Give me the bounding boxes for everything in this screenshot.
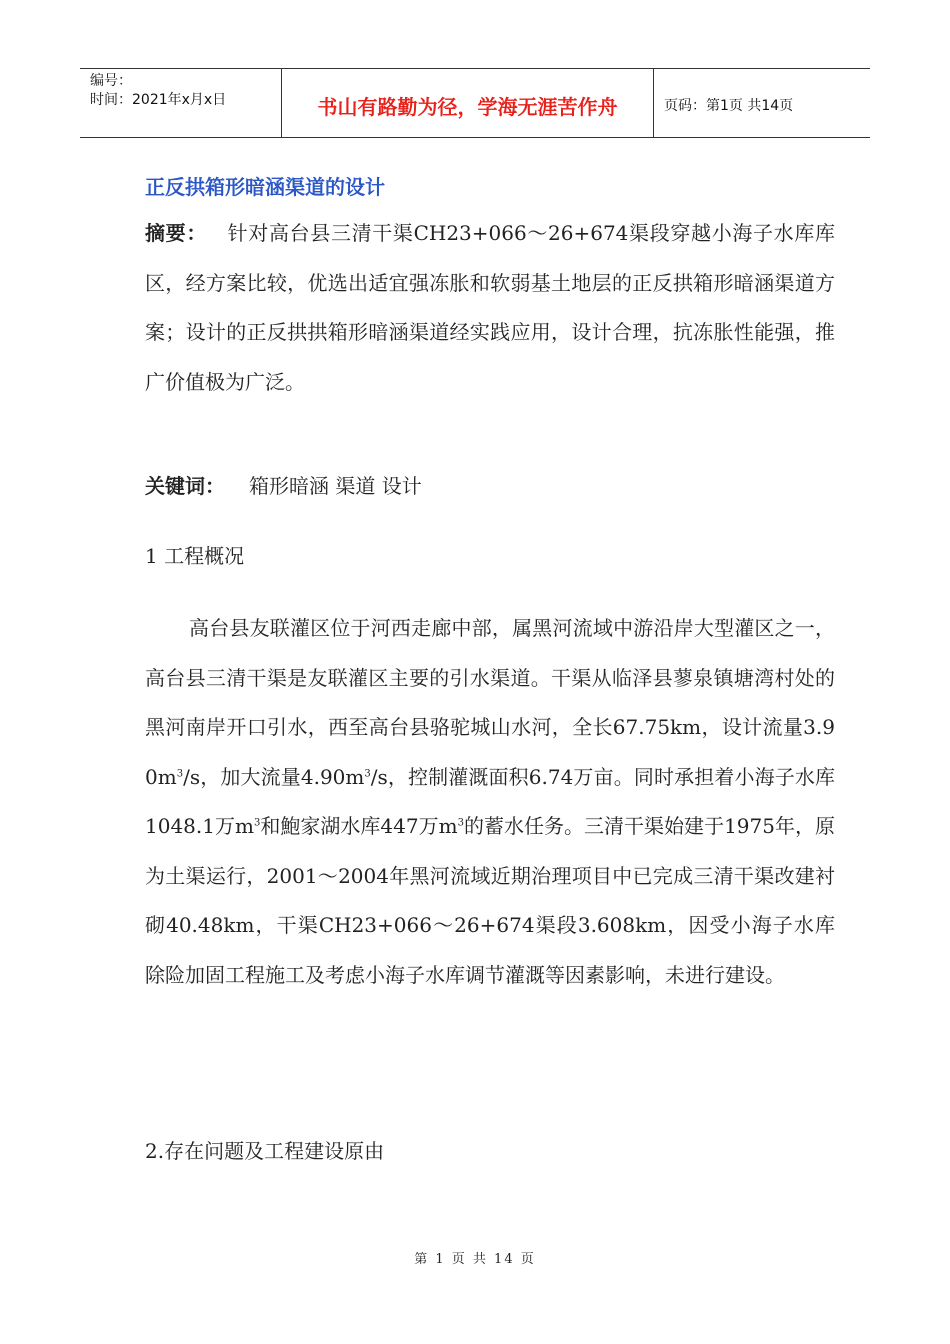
keywords-label: 关键词： xyxy=(145,474,225,498)
document-title: 正反拱箱形暗涵渠道的设计 xyxy=(145,175,385,199)
header-motto: 书山有路勤为径，学海无涯苦作舟 xyxy=(282,69,654,137)
section-heading-2: 2.存在问题及工程建设原由 xyxy=(145,1139,385,1163)
page-footer: 第 1 页 共 14 页 xyxy=(414,1252,536,1267)
abstract xyxy=(145,209,835,407)
header-page-info: 页码：第1页 共14页 xyxy=(664,98,794,114)
superscript: 3 xyxy=(364,767,371,779)
header-meta xyxy=(80,69,282,137)
superscript: 3 xyxy=(457,817,464,829)
superscript: 3 xyxy=(176,767,184,779)
section-heading-1: 1 工程概况 xyxy=(145,544,245,568)
abstract-label: 摘要： xyxy=(145,221,207,245)
section-1-paragraph: 高台县友联灌区位于河西走廊中部，属黑河流域中游沿岸大型灌区之一，高台县三清干渠是友联灌区主要的引水渠道。干渠从临泽县蓼泉镇塘湾村处的黑河南岸开口引水，西至高台县骆驼城山水河，全长67.75km，设计流量$3.90m^3/s$，加大流量$4.90m^3/s$，控制灌溉面积6.74万亩。同时承担着小海子水库1048.1万$m^3$和鮑家湖水库447万$m^3$的蓄水任务。三清干渠始建于1975年，原为土渠运行，2001～2004年黑河流域近期治理项目中已完成三清干渠改建衬砌40.48km，干渠CH23+066～26+674渠段3.608km，因受小海子水库除险加固工程施工及考虑小海子水库调节灌溉等因素影响，未进行建设。 xyxy=(145,616,836,987)
keywords-text: 箱形暗涵 渠道 设计 xyxy=(249,474,422,498)
page-header xyxy=(80,68,870,138)
abstract-text: 针对高台县三清干渠CH23+066～26+674渠段穿越小海子水库库区，经方案比较，优选出适宜强冻胀和软弱基土地层的正反拱箱形暗涵渠道方案；设计的正反拱拱箱形暗涵渠道经实践应用，设计合理，抗冻胀性能强，推广价值极为广泛。 xyxy=(145,221,835,394)
number-label: 编号： xyxy=(90,73,132,89)
time-label: 时间：2021年x月x日 xyxy=(90,92,227,108)
superscript: 3 xyxy=(253,817,261,829)
keywords xyxy=(145,470,422,499)
